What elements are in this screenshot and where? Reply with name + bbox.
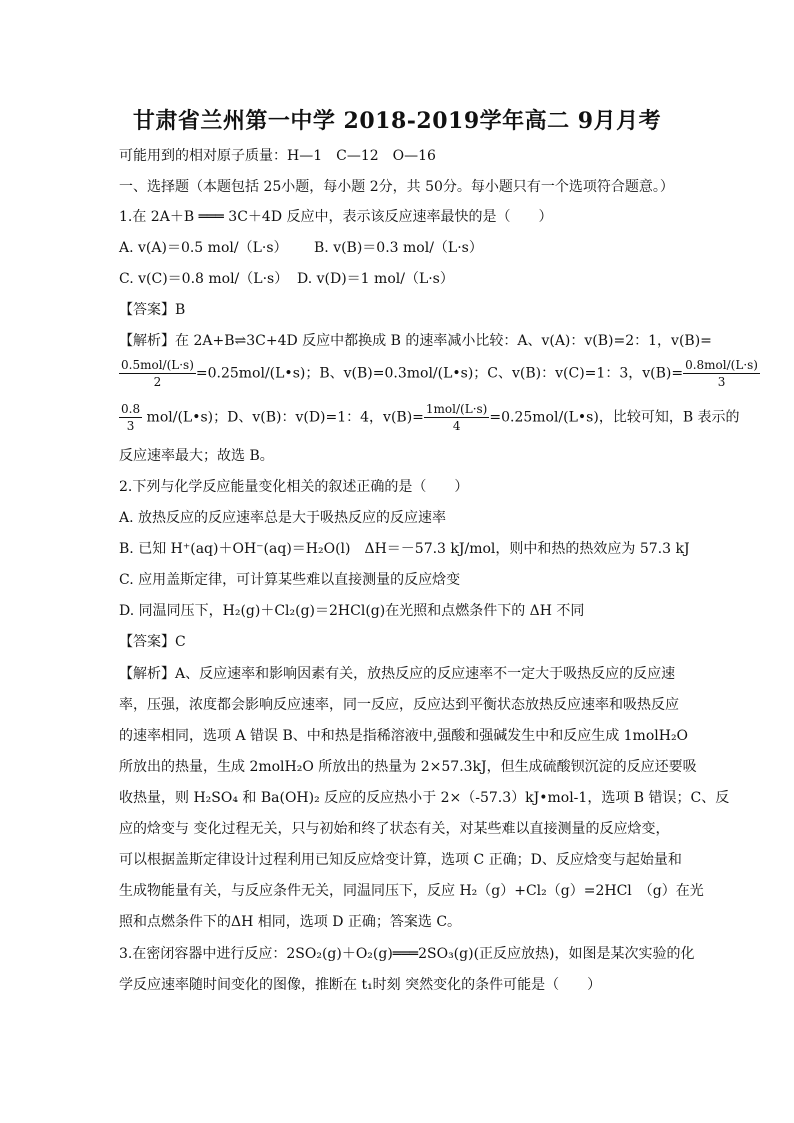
q2-stem: 2.下列与化学反应能量变化相关的叙述正确的是（ ） <box>119 479 469 495</box>
q1-analysis-line1: 【解析】在 2A+B⇌3C+4D 反应中都换成 B 的速率减小比较：A、v(A)：v(B)=2：1，v(B)= <box>119 333 712 349</box>
analysis-text: =0.25mol/(L•s)；B、v(B)=0.3mol/(L•s)；C、v(B)：v(C)=1：3，v(B)= <box>195 365 684 382</box>
fraction <box>683 357 760 390</box>
fraction-denominator: 4 <box>452 419 461 433</box>
q2-analysis-line: 照和点燃条件下的ΔH 相同，选项 D 正确；答案选 C。 <box>119 914 462 930</box>
q1-option-b: B. v(B)＝0.3 mol/（L·s） <box>314 240 483 256</box>
q3-stem-line2: 学反应速率随时间变化的图像，推断在 t₁时刻 突然变化的条件可能是（ ） <box>119 977 602 993</box>
q1-analysis-line2 <box>119 357 760 390</box>
fraction-numerator: 1mol/(L·s) <box>425 402 488 416</box>
analysis-text: mol/(L•s)；D、v(B)：v(D)=1：4，v(B)= <box>146 409 424 426</box>
q1-stem: 1.在 2A＋B ═══ 3C＋4D 反应中，表示该反应速率最快的是（ ） <box>119 209 553 225</box>
q2-option-a: A. 放热反应的反应速率总是大于吸热反应的反应速率 <box>119 510 447 526</box>
q1-option-c: C. v(C)＝0.8 mol/（L·s） <box>119 271 289 287</box>
q3-stem-line1: 3.在密闭容器中进行反应：2SO₂(g)＋O₂(g)═══2SO₃(g)(正反应放热)，如图是某次实验的化 <box>119 946 695 962</box>
q2-option-b: B. 已知 H⁺(aq)＋OH⁻(aq)＝H₂O(l) ΔH＝－57.3 kJ/mol，则中和热的热效应为 57.3 kJ <box>119 541 690 557</box>
fraction <box>119 357 196 390</box>
q1-option-d: D. v(D)＝1 mol/（L·s） <box>297 271 454 287</box>
q2-analysis-line: 可以根据盖斯定律设计过程利用已知反应焓变计算，选项 C 正确；D、反应焓变与起始量和 <box>119 852 682 868</box>
q2-analysis-line: 应的焓变与 变化过程无关，只与初始和终了状态有关，对某些难以直接测量的反应焓变， <box>119 821 670 837</box>
q1-analysis-line4: 反应速率最大；故选 B。 <box>119 448 274 464</box>
q2-analysis-line: 生成物能量有关，与反应条件无关，同温同压下，反应 H₂（g）+Cl₂（g）=2HCl （g）在光 <box>119 883 704 899</box>
fraction-numerator: 0.5mol/(L·s) <box>121 358 194 372</box>
q2-analysis-line: 所放出的热量，生成 2molH₂O 所放出的热量为 2×57.3kJ，但生成硫酸钡沉淀的反应还要吸 <box>119 759 697 775</box>
q1-option-a: A. v(A)＝0.5 mol/（L·s） <box>119 240 288 256</box>
fraction-denominator: 3 <box>126 419 135 433</box>
fraction-denominator: 2 <box>153 375 162 389</box>
page-title: 甘肃省兰州第一中学 2018-2019学年高二 9月月考 <box>132 108 662 134</box>
q2-analysis-line: 【解析】A、反应速率和影响因素有关，放热反应的反应速率不一定大于吸热反应的反应速 <box>119 666 676 682</box>
fraction-numerator: 0.8 <box>121 402 141 416</box>
fraction-numerator: 0.8mol/(L·s) <box>685 358 758 372</box>
section-heading: 一、选择题（本题包括 25小题，每小题 2分，共 50分。每小题只有一个选项符合题意。） <box>119 179 674 195</box>
q2-option-d: D. 同温同压下，H₂(g)＋Cl₂(g)＝2HCl(g)在光照和点燃条件下的 ΔH 不同 <box>119 603 585 619</box>
q2-option-c: C. 应用盖斯定律，可计算某些难以直接测量的反应焓变 <box>119 572 461 588</box>
q2-answer: 【答案】C <box>119 634 186 650</box>
q2-analysis-line: 率，压强，浓度都会影响反应速率，同一反应，反应达到平衡状态放热反应速率和吸热反应 <box>119 697 679 713</box>
q2-analysis-line: 的速率相同，选项 A 错误 B、中和热是指稀溶液中,强酸和强碱发生中和反应生成 1molH₂O <box>119 728 689 744</box>
fraction <box>424 401 489 434</box>
fraction-denominator: 3 <box>717 375 726 389</box>
fraction <box>119 401 142 434</box>
analysis-text: =0.25mol/(L•s)，比较可知，B 表示的 <box>489 409 740 426</box>
q1-answer: 【答案】B <box>119 302 186 318</box>
q2-analysis-line: 收热量，则 H₂SO₄ 和 Ba(OH)₂ 反应的反应热小于 2×（-57.3）kJ•mol-1，选项 B 错误；C、反 <box>119 790 730 806</box>
q1-analysis-line3 <box>119 401 740 434</box>
atomic-masses-note: 可能用到的相对原子质量：H—1 C—12 O—16 <box>119 148 436 164</box>
